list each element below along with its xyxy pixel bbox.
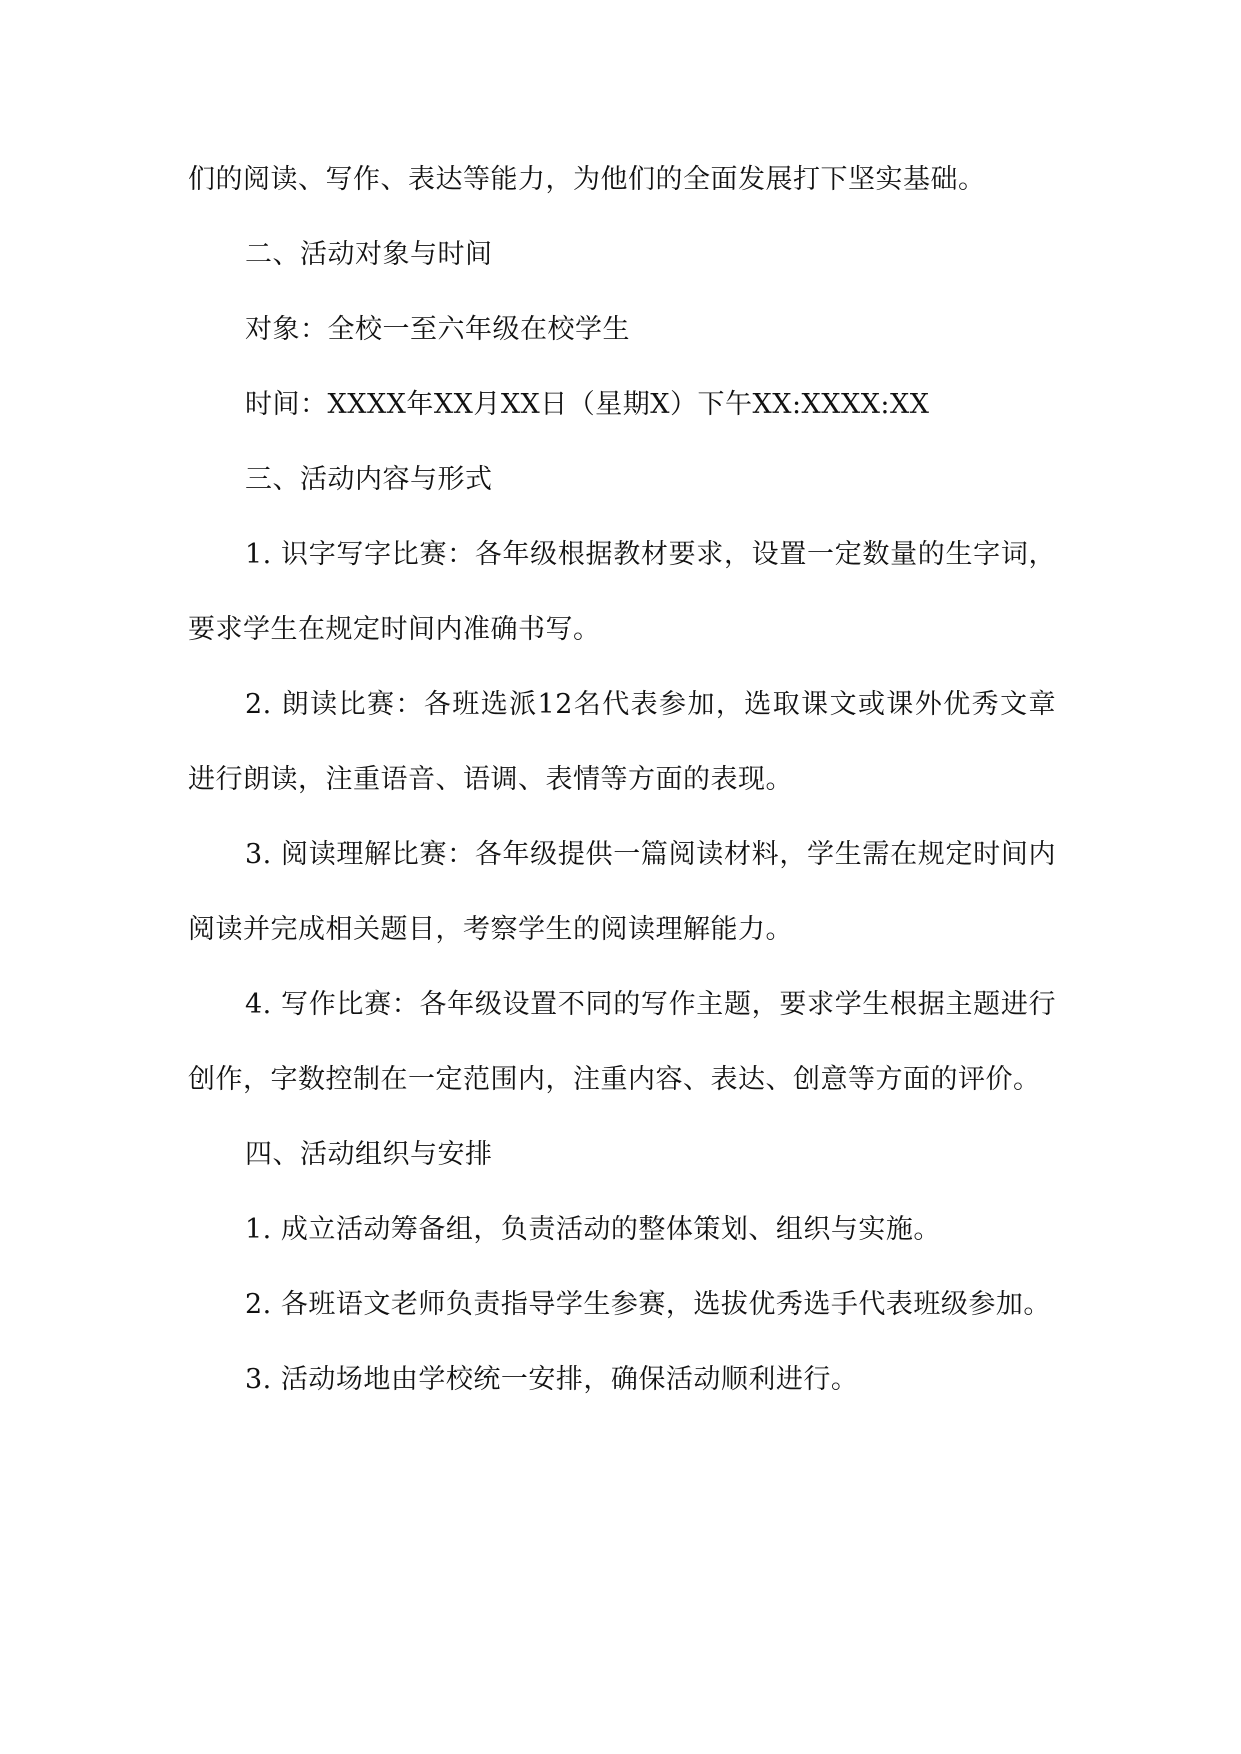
section-heading-3: 三、活动内容与形式 — [245, 464, 493, 495]
list-item: 2. 朗读比赛：各班选派12名代表参加，选取课文或课外优秀文章进行朗读，注重语音、语调、表情等方面的表现。 — [188, 689, 1056, 795]
paragraph-continuation: 们的阅读、写作、表达等能力，为他们的全面发展打下坚实基础。 — [188, 164, 986, 195]
list-item: 2. 各班语文老师负责指导学生参赛，选拔优秀选手代表班级参加。 — [245, 1289, 1051, 1320]
list-item: 4. 写作比赛：各年级设置不同的写作主题，要求学生根据主题进行创作，字数控制在一定范围内，注重内容、表达、创意等方面的评价。 — [188, 989, 1056, 1095]
list-item: 3. 阅读理解比赛：各年级提供一篇阅读材料，学生需在规定时间内阅读并完成相关题目，考察学生的阅读理解能力。 — [188, 839, 1056, 945]
time-line: 时间：XXXX年XX月XX日（星期X）下午XX:XXXX:XX — [245, 389, 930, 420]
list-item: 1. 成立活动筹备组，负责活动的整体策划、组织与实施。 — [245, 1214, 941, 1245]
section-heading-4: 四、活动组织与安排 — [245, 1139, 493, 1170]
list-item: 1. 识字写字比赛：各年级根据教材要求，设置一定数量的生字词，要求学生在规定时间内准确书写。 — [188, 539, 1056, 645]
list-item: 3. 活动场地由学校统一安排，确保活动顺利进行。 — [245, 1364, 859, 1395]
document-body — [188, 142, 1056, 1417]
participants-line: 对象：全校一至六年级在校学生 — [245, 314, 630, 345]
section-heading-2: 二、活动对象与时间 — [245, 239, 493, 270]
